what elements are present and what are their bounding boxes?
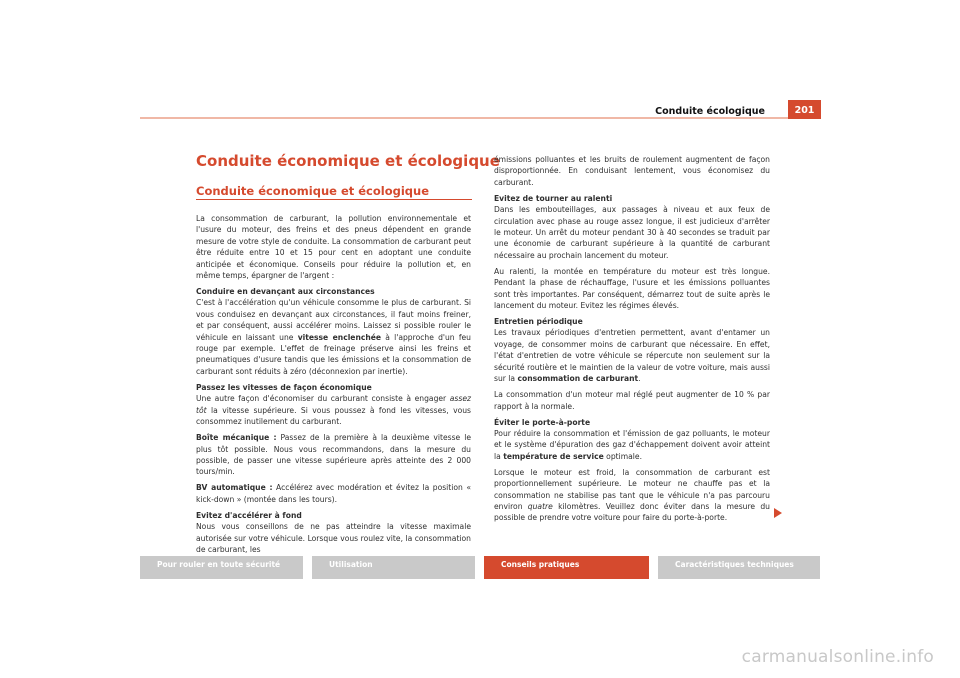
chapter-title: Conduite économique et écologique <box>196 152 500 170</box>
paragraph-anticipation <box>196 297 471 377</box>
subheading-short-trips: Éviter le porte-à-porte <box>494 417 591 427</box>
continue-arrow-icon <box>774 508 782 518</box>
text: à l'approche d'un feu rouge par exemple. L'effet de freinage préserve ainsi les freins et pneumatiques d'usure tandis que les émissions et la consommation de carburant sont réduits à zéro (déconnexion par inertie). <box>196 332 471 376</box>
paragraph-idling-2: Au ralenti, la montée en température du moteur est très longue. Pendant la phase de réchauffage, l'usure et les émissions polluantes sont très importantes. Par conséquent, démarrez tout de suite après le lancement du moteur. Evitez les régimes élevés. <box>494 266 770 311</box>
right-column <box>494 154 770 528</box>
paragraph-maintenance <box>494 327 770 384</box>
text: kilomètres. Veuillez donc éviter dans la mesure du possible de prendre votre voiture pour faire du porte-à-porte. <box>494 501 770 523</box>
text: Passez de la première à la deuxième vitesse le plus tôt possible. Nous vous recommandons, dans la mesure du possible, de passer une vitesse supérieure après atteinte des 2 000 tours/min. <box>196 433 471 477</box>
paragraph-automatic <box>196 482 471 505</box>
emphasis: température de service <box>503 451 604 461</box>
subheading-anticipation: Conduire en devançant aux circonstances <box>196 287 375 297</box>
subheading-gears: Passez les vitesses de façon économique <box>196 382 372 392</box>
running-header-title: Conduite écologique <box>655 106 765 117</box>
text: optimale. <box>603 451 642 461</box>
section-rule <box>196 199 472 200</box>
label-automatic: BV automatique : <box>196 483 273 493</box>
intro-paragraph: La consommation de carburant, la pollution environnementale et l'usure du moteur, des freins et des pneus dépendent en grande mesure de votre style de conduite. La consommation de carburant peut être réduite entre 10 et 15 pour cent en adoptant une conduite anticipée et économique. Conseils pour réduire la pollution et, en même temps, épargner de l'argent : <box>196 214 471 281</box>
watermark: carmanualsonline.info <box>741 647 934 667</box>
text: Pour réduire la consommation et l'émission de gaz polluants, le moteur et le système d'épuration des gaz d'échappement doivent avoir atteint la <box>494 428 770 461</box>
footer-nav <box>140 556 820 579</box>
section-title: Conduite économique et écologique <box>196 184 429 198</box>
subheading-full-throttle: Evitez d'accélérer à fond <box>196 510 302 520</box>
paragraph-maintenance-2: La consommation d'un moteur mal réglé peut augmenter de 10 % par rapport à la normale. <box>494 390 770 411</box>
italic-text: assez tôt <box>196 394 471 415</box>
header-rule <box>140 117 820 119</box>
text: Accélérez avec modération et évitez la position « kick-down » (montée dans les tours). <box>196 483 471 504</box>
tab-technical-data[interactable]: Caractéristiques techniques <box>658 556 820 579</box>
text: C'est à l'accélération qu'un véhicule consomme le plus de carburant. Si vous conduisez en devançant aux circonstances, il faut moins freiner, et par conséquent, aussi accélérer moins. Laissez si possible rouler le véhicule en laissant une <box>196 298 471 342</box>
italic-text: quatre <box>527 501 553 511</box>
subheading-maintenance: Entretien périodique <box>494 317 583 327</box>
page-number: 201 <box>788 100 821 119</box>
tab-practical-tips[interactable]: Conseils pratiques <box>484 556 649 579</box>
tab-safety[interactable]: Pour rouler en toute sécurité <box>140 556 303 579</box>
text: . <box>638 374 641 384</box>
left-column <box>196 213 471 560</box>
paragraph-continued: émissions polluantes et les bruits de roulement augmentent de façon disproportionnée. En conduisant lentement, vous économisez du carburant. <box>494 155 770 187</box>
paragraph-full-throttle: Nous vous conseillons de ne pas atteindre la vitesse maximale autorisée sur votre véhicule. Lorsque vous roulez vite, la consommation de carburant, les <box>196 522 471 554</box>
text: Les travaux périodiques d'entretien permettent, avant d'entamer un voyage, de consommer moins de carburant que nécessaire. En effet, l'état d'entretien de votre véhicule se répercute non seulement sur la sécurité routière et le maintien de la valeur de votre voiture, mais aussi sur la <box>494 328 770 384</box>
paragraph-manual <box>196 432 471 478</box>
paragraph-short-trips-2 <box>494 467 770 524</box>
text: Une autre façon d'économiser du carburant consiste à engager <box>196 394 450 404</box>
label-manual: Boîte mécanique : <box>196 433 277 443</box>
paragraph-gears <box>196 393 471 427</box>
text: la vitesse supérieure. Si vous poussez à fond les vitesses, vous consommez inutilement du carburant. <box>196 405 471 427</box>
emphasis: consommation de carburant <box>517 374 639 384</box>
paragraph-short-trips <box>494 428 770 462</box>
subheading-idling: Evitez de tourner au ralenti <box>494 193 613 203</box>
emphasis: vitesse enclenchée <box>297 332 382 342</box>
paragraph-idling: Dans les embouteillages, aux passages à niveau et aux feux de circulation avec phase au rouge assez longue, il est judicieux d'arrêter le moteur. Un arrêt du moteur pendant 30 à 40 secondes se traduit par une économie de carburant supérieure à la quantité de carburant nécessaire au prochain lancement du moteur. <box>494 205 770 260</box>
text: Lorsque le moteur est froid, la consommation de carburant est proportionnellement supérieure. Le moteur ne chauffe pas et la consommation ne stabilise pas tant que le véhicule n'a pas parcouru environ <box>494 467 770 511</box>
tab-operation[interactable]: Utilisation <box>312 556 475 579</box>
